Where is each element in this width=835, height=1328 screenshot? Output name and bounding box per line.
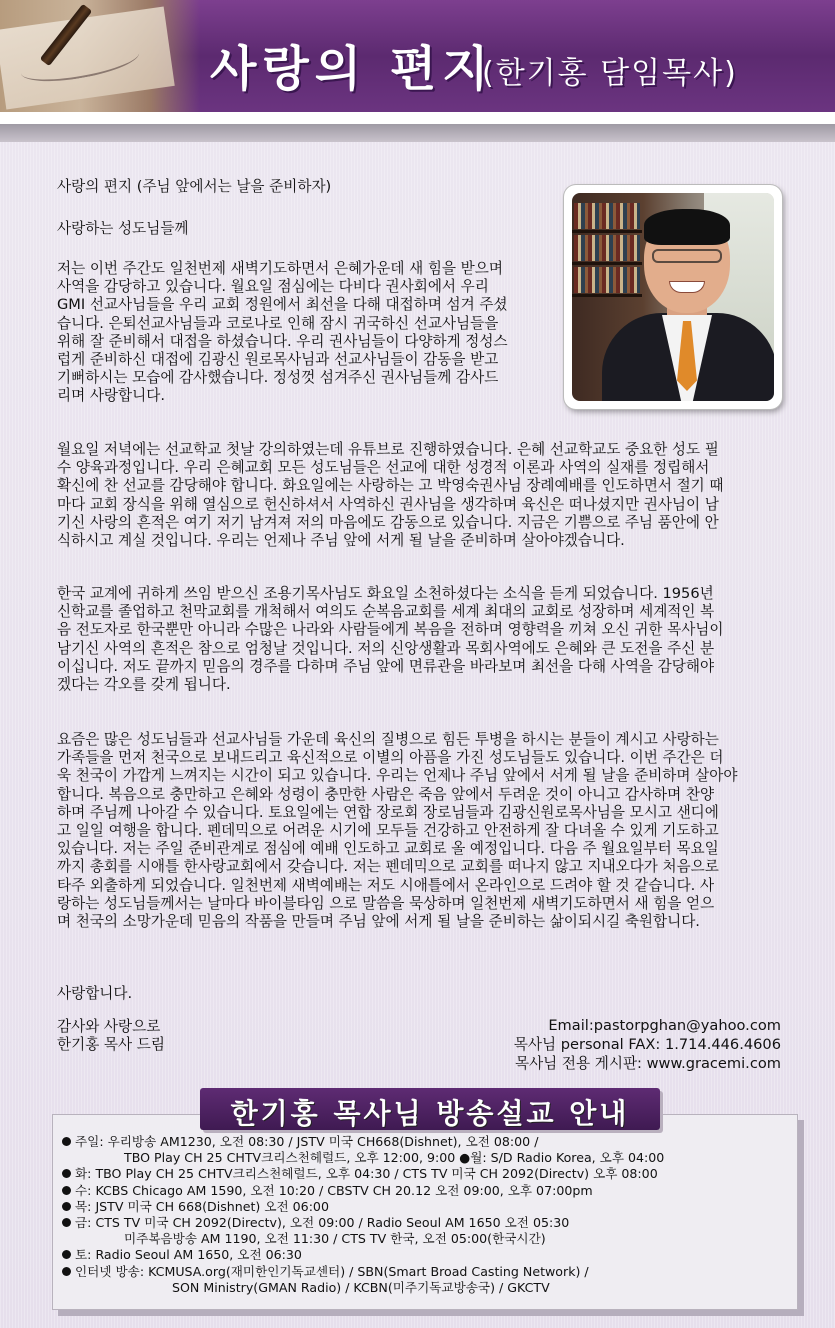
header-divider-gray xyxy=(0,124,835,142)
bullet-icon xyxy=(62,1202,71,1211)
broadcast-day-label: 수: xyxy=(75,1182,92,1198)
paragraph-line: 신학교를 졸업하고 천막교회를 개척해서 여의도 순복음교회를 세계 최대의 교회로 성장하며 세계적인 복 xyxy=(57,603,715,621)
bullet-icon xyxy=(62,1250,71,1259)
broadcast-day-label: 인터넷 방송: xyxy=(75,1263,145,1279)
header-divider-white xyxy=(0,112,835,124)
signature-line-2: 한기홍 목사 드림 xyxy=(57,1036,165,1054)
letter-signature xyxy=(57,1018,165,1054)
pastor-photo xyxy=(572,193,774,401)
pen-and-paper-image xyxy=(0,0,200,112)
broadcast-row-saturday xyxy=(62,1247,664,1263)
paragraph-line: 사역을 감당하고 있습니다. 월요일 점심에는 다비다 권사회에서 우리 xyxy=(57,278,489,296)
bullet-icon xyxy=(62,1186,71,1195)
paragraph-line: 있습니다. 저는 주일 준비관계로 점심에 예배 인도하고 교회로 올 예정입니다. 다음 주 월요일부터 목요일 xyxy=(57,840,719,858)
paragraph-line: 리며 사랑합니다. xyxy=(57,387,165,405)
letter-paragraph-3 xyxy=(57,585,793,694)
paragraph-line: 식하시고 계실 것입니다. 우리는 언제나 주님 앞에 서게 될 날을 준비하며 살아야겠습니다. xyxy=(57,532,625,550)
letter-greeting: 사랑하는 성도님들께 xyxy=(57,220,189,237)
bullet-icon xyxy=(62,1137,71,1146)
broadcast-text: TBO Play CH 25 CHTV크리스천헤럴드, 오후 04:30 / CTS TV 미국 CH 2092(Directv) 오후 08:00 xyxy=(95,1166,658,1182)
broadcast-text: 우리방송 AM1230, 오전 08:30 / JSTV 미국 CH668(Dishnet), 오전 08:00 / xyxy=(107,1134,539,1149)
bookshelf-books xyxy=(574,235,640,261)
broadcast-row-sunday-cont xyxy=(62,1150,664,1166)
paragraph-line: 고 일일 여행을 합니다. 펜데믹으로 어려운 시기에 모두들 건강하고 안전하게 잘 다녀올 수 있게 기도하고 xyxy=(57,822,719,840)
bookshelf-books xyxy=(574,203,640,229)
broadcast-day-label: 화: xyxy=(75,1166,92,1182)
pastor-photo-frame xyxy=(564,185,782,409)
paragraph-line: 습니다. 은퇴선교사님들과 코로나로 인해 잠시 귀국하신 선교사님들을 xyxy=(57,314,499,332)
paragraph-line: 위해 잘 준비해서 대접을 하셨습니다. 우리 권사님들이 다양하게 정성스 xyxy=(57,332,508,350)
contact-info xyxy=(514,1016,781,1073)
broadcast-day-label: 금: xyxy=(75,1215,92,1231)
letter-paragraph-2 xyxy=(57,441,793,550)
contact-email[interactable]: Email:pastorpghan@yahoo.com xyxy=(548,1017,781,1034)
paragraph-line: 월요일 저녁에는 선교학교 첫날 강의하였는데 유튜브로 진행하였습니다. 은혜 선교학교도 중요한 성도 필 xyxy=(57,441,719,458)
paragraph-line: 확신에 찬 선교를 감당해야 합니다. 화요일에는 사랑하는 고 박영숙권사님 장례예배를 인도하면서 절기 때 xyxy=(57,477,724,495)
paragraph-line: 이십니다. 저도 끝까지 믿음의 경주를 다하며 주님 앞에 면류관을 바라보며 최선을 다해 사역을 감당해야 xyxy=(57,657,715,675)
paragraph-line: 기뻐하시는 모습에 감사했습니다. 정성껏 섬겨주신 권사님들께 감사드 xyxy=(57,369,499,387)
bullet-icon xyxy=(62,1267,71,1276)
bookshelf-books xyxy=(574,267,640,293)
broadcast-row-sunday xyxy=(62,1134,664,1150)
paragraph-line: 남기신 사역의 흔적은 참으로 엄청날 것입니다. 저의 신앙생활과 목회사역에도 은혜와 큰 도전을 주신 분 xyxy=(57,639,715,657)
bookshelf xyxy=(572,262,642,265)
bullet-icon xyxy=(62,1218,71,1227)
broadcast-text: SON Ministry(GMAN Radio) / KCBN(미주기독교방송국) / GKCTV xyxy=(172,1279,550,1295)
broadcast-text: JSTV 미국 CH 668(Dishnet) 오전 06:00 xyxy=(95,1198,329,1214)
paragraph-line: GMI 선교사님들을 우리 교회 정원에서 최선을 다해 대접하며 섬겨 주셨 xyxy=(57,296,508,314)
paragraph-line: 랑하는 성도님들께서는 날마다 바이블타임 으로 말씀을 묵상하며 일천번제 새벽기도하면서 새 힘을 얻으 xyxy=(57,894,715,912)
paragraph-line: 저는 이번 주간도 일천번제 새벽기도하면서 은혜가운데 새 힘을 받으며 xyxy=(57,260,503,277)
bookshelf xyxy=(572,294,642,297)
contact-fax: 목사님 personal FAX: 1.714.446.4606 xyxy=(513,1036,781,1053)
broadcast-text: Radio Seoul AM 1650, 오전 06:30 xyxy=(95,1247,302,1263)
broadcast-row-tuesday xyxy=(62,1166,664,1182)
header-banner xyxy=(0,0,835,112)
broadcast-text: TBO Play CH 25 CHTV크리스천헤럴드, 오후 12:00, 9:00 ●월: S/D Radio Korea, 오후 04:00 xyxy=(124,1150,665,1166)
broadcast-text: KCMUSA.org(재미한인기독교센터) / SBN(Smart Broad Casting Network) / xyxy=(148,1263,589,1279)
paragraph-line: 겠다는 각오를 갖게 됩니다. xyxy=(57,676,231,694)
paragraph-line: 요즘은 많은 성도님들과 선교사님들 가운데 육신의 질병으로 힘든 투병을 하시는 분들이 계시고 사랑하는 xyxy=(57,731,719,748)
broadcast-row-friday xyxy=(62,1215,664,1231)
broadcast-title: 한기홍 목사님 방송설교 안내 xyxy=(230,1097,630,1130)
paragraph-line: 마다 교회 장식을 위해 열심으로 헌신하셔서 사역하신 권사님을 생각하며 육신은 떠나셨지만 권사님이 남 xyxy=(57,495,719,513)
contact-board[interactable]: 목사님 전용 게시판: www.gracemi.com xyxy=(514,1055,781,1072)
letter-paragraph-4 xyxy=(57,731,793,931)
broadcast-row-wednesday xyxy=(62,1183,664,1199)
broadcast-text: 미주복음방송 AM 1190, 오전 11:30 / CTS TV 한국, 오전 05:00(한국시간) xyxy=(124,1231,546,1247)
paragraph-line: 가족들을 먼저 천국으로 보내드리고 육신적으로 이별의 아픔을 가진 성도님들도 있습니다. 이번 주간은 더 xyxy=(57,749,724,767)
broadcast-text: CTS TV 미국 CH 2092(Directv), 오전 09:00 / Radio Seoul AM 1650 오전 05:30 xyxy=(95,1215,570,1231)
broadcast-row-thursday xyxy=(62,1199,664,1215)
paragraph-line: 까지 총회를 시애틀 한사랑교회에서 갖습니다. 저는 펜데믹으로 교회를 떠나지 않고 지내오다가 처음으로 xyxy=(57,858,719,876)
broadcast-day-label: 토: xyxy=(75,1247,92,1263)
glasses xyxy=(652,249,722,263)
paragraph-line: 수 양육과정입니다. 우리 은혜교회 모든 성도님들은 선교에 대한 성경적 이론과 사역의 실재를 정립해서 xyxy=(57,459,710,477)
hair xyxy=(644,209,730,245)
banner-title: 사랑의 편지 xyxy=(210,41,495,97)
paragraph-line: 럽게 준비하신 대접에 김광신 원로목사님과 선교사님들이 감동을 받고 xyxy=(57,351,499,369)
paragraph-line: 기신 사랑의 흔적은 여기 저기 남겨져 저의 마음에도 감동으로 있습니다. 지금은 기쁨으로 주님 품안에 안 xyxy=(57,513,719,531)
broadcast-row-friday-cont xyxy=(62,1231,664,1247)
broadcast-row-internet xyxy=(62,1264,664,1280)
bookshelf xyxy=(572,230,642,233)
paragraph-line: 하며 주님께 나아갈 수 있습니다. 토요일에는 연합 장로회 장로님들과 김광신원로목사님을 모시고 샌디에 xyxy=(57,803,719,821)
banner-subtitle: (한기홍 담임목사) xyxy=(482,56,738,91)
letter-title: 사랑의 편지 (주님 앞에서는 날을 준비하자) xyxy=(57,178,332,195)
bullet-icon xyxy=(62,1169,71,1178)
paragraph-line: 욱 천국이 가깝게 느껴지는 시간이 되고 있습니다. 우리는 언제나 주님 앞에서 서게 될 날을 준비하며 살아야 xyxy=(57,767,738,785)
broadcast-day-label: 주일: xyxy=(75,1134,104,1149)
broadcast-schedule-list xyxy=(62,1134,664,1296)
letter-paragraph-1 xyxy=(57,260,557,406)
paragraph-line: 며 천국의 소망가운데 믿음의 작품을 만들며 주님 앞에 서게 될 날을 준비하는 삶이되시길 축원합니다. xyxy=(57,913,700,931)
broadcast-title-banner xyxy=(200,1088,660,1130)
broadcast-text: KCBS Chicago AM 1590, 오전 10:20 / CBSTV CH 20.12 오전 09:00, 오후 07:00pm xyxy=(95,1182,593,1198)
paragraph-line: 타주 외출하게 되었습니다. 일천번제 새벽예배는 저도 시애틀에서 온라인으로 드려야 할 것 같습니다. 사 xyxy=(57,876,715,894)
paragraph-line: 한국 교계에 귀하게 쓰임 받으신 조용기목사님도 화요일 소천하셨다는 소식을 듣게 되었습니다. 1956년 xyxy=(57,585,714,602)
letter-closing: 사랑합니다. xyxy=(57,985,133,1002)
paragraph-line: 합니다. 복음으로 충만하고 은혜와 성령이 충만한 사람은 죽음 앞에서 두려운 것이 아니고 감사하며 찬양 xyxy=(57,785,715,803)
broadcast-day-label: 목: xyxy=(75,1198,92,1214)
broadcast-row-internet-cont xyxy=(62,1280,664,1296)
paragraph-line: 음 전도자로 한국뿐만 아니라 수많은 나라와 사람들에게 복음을 전하며 영향력을 끼쳐 오신 귀한 목사님이 xyxy=(57,621,724,639)
signature-line-1: 감사와 사랑으로 xyxy=(57,1018,161,1035)
